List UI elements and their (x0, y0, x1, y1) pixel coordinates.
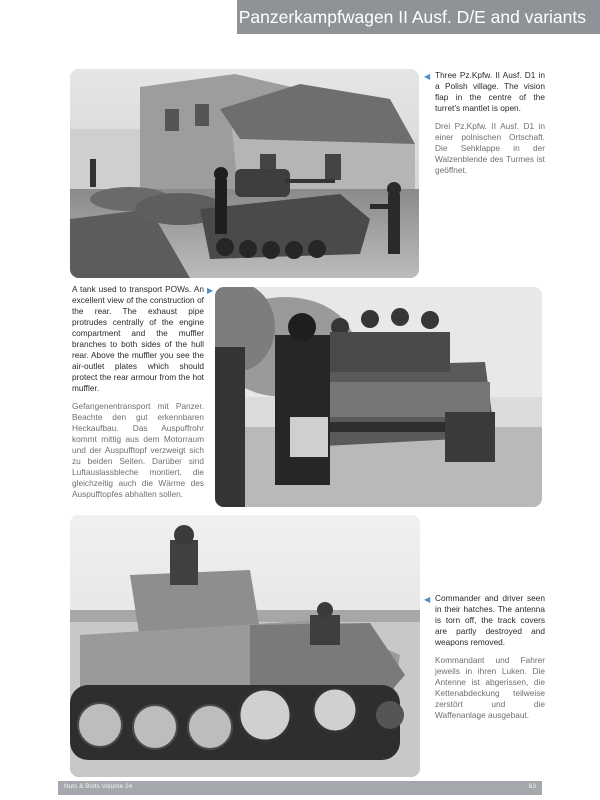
photo-2-caption-en: A tank used to transport POWs. An excellent view of the construction of the rear. The exhaust pipe protrudes centrally of the engine compartment and the muffler branches to both sides of the hull rear. Above the muffler you see the air-outlet plates which should protect the rear armour from the hot muffler. (72, 284, 204, 393)
page-number: 63 (528, 783, 536, 790)
arrow-pointer-icon: ▶ (207, 286, 214, 295)
photo-3-image (70, 515, 420, 777)
photo-3-caption-en: Commander and driver seen in their hatches. The antenna is torn off, the track covers are partly destroyed and weapons removed. (435, 593, 545, 647)
photo-3-caption-de: Kommandant und Fahrer jeweils in ihren Luken. Die Antenne ist abgerissen, die Kettenabdeckung teilweise zerstört und die Waffenanlage ausgebaut. (435, 655, 545, 720)
page-title: Panzerkampfwagen II Ausf. D/E and variants (238, 7, 586, 27)
arrow-pointer-icon: ◀ (424, 72, 431, 81)
photo-commander-and-driver (70, 515, 420, 777)
photo-3-caption (435, 593, 545, 721)
photo-2-image (215, 287, 542, 507)
photo-tank-transporting-pows (215, 287, 542, 507)
footer-publication: Nuts & Bolts Volume 24 (64, 783, 133, 790)
page-header (237, 0, 600, 34)
page-footer (58, 781, 542, 795)
photo-2-caption-de: Gefangenentransport mit Panzer. Beachte den gut erkennbaren Heckaufbau. Das Auspuffrohr kommt mittig aus dem Motorraum und der Auspufftopf verzweigt sich zu beiden Seiten. Darüber sind Luftauslassbleche montiert, die gleichzeitig auch die Wärme des Auspufftopfes abhalten sollen. (72, 401, 204, 499)
photo-2-caption (72, 284, 204, 500)
photo-1-caption-de: Drei Pz.Kpfw. II Ausf. D1 in einer polnischen Ortschaft. Die Sehklappe in der Walzenblende des Turmes ist geöffnet. (435, 121, 545, 175)
photo-tanks-in-polish-village (70, 69, 419, 278)
photo-1-caption-en: Three Pz.Kpfw. II Ausf. D1 in a Polish village. The vision flap in the centre of the turret's mantlet is open. (435, 70, 545, 113)
photo-1-caption (435, 70, 545, 176)
arrow-pointer-icon: ◀ (424, 595, 431, 604)
photo-1-image (70, 69, 419, 278)
